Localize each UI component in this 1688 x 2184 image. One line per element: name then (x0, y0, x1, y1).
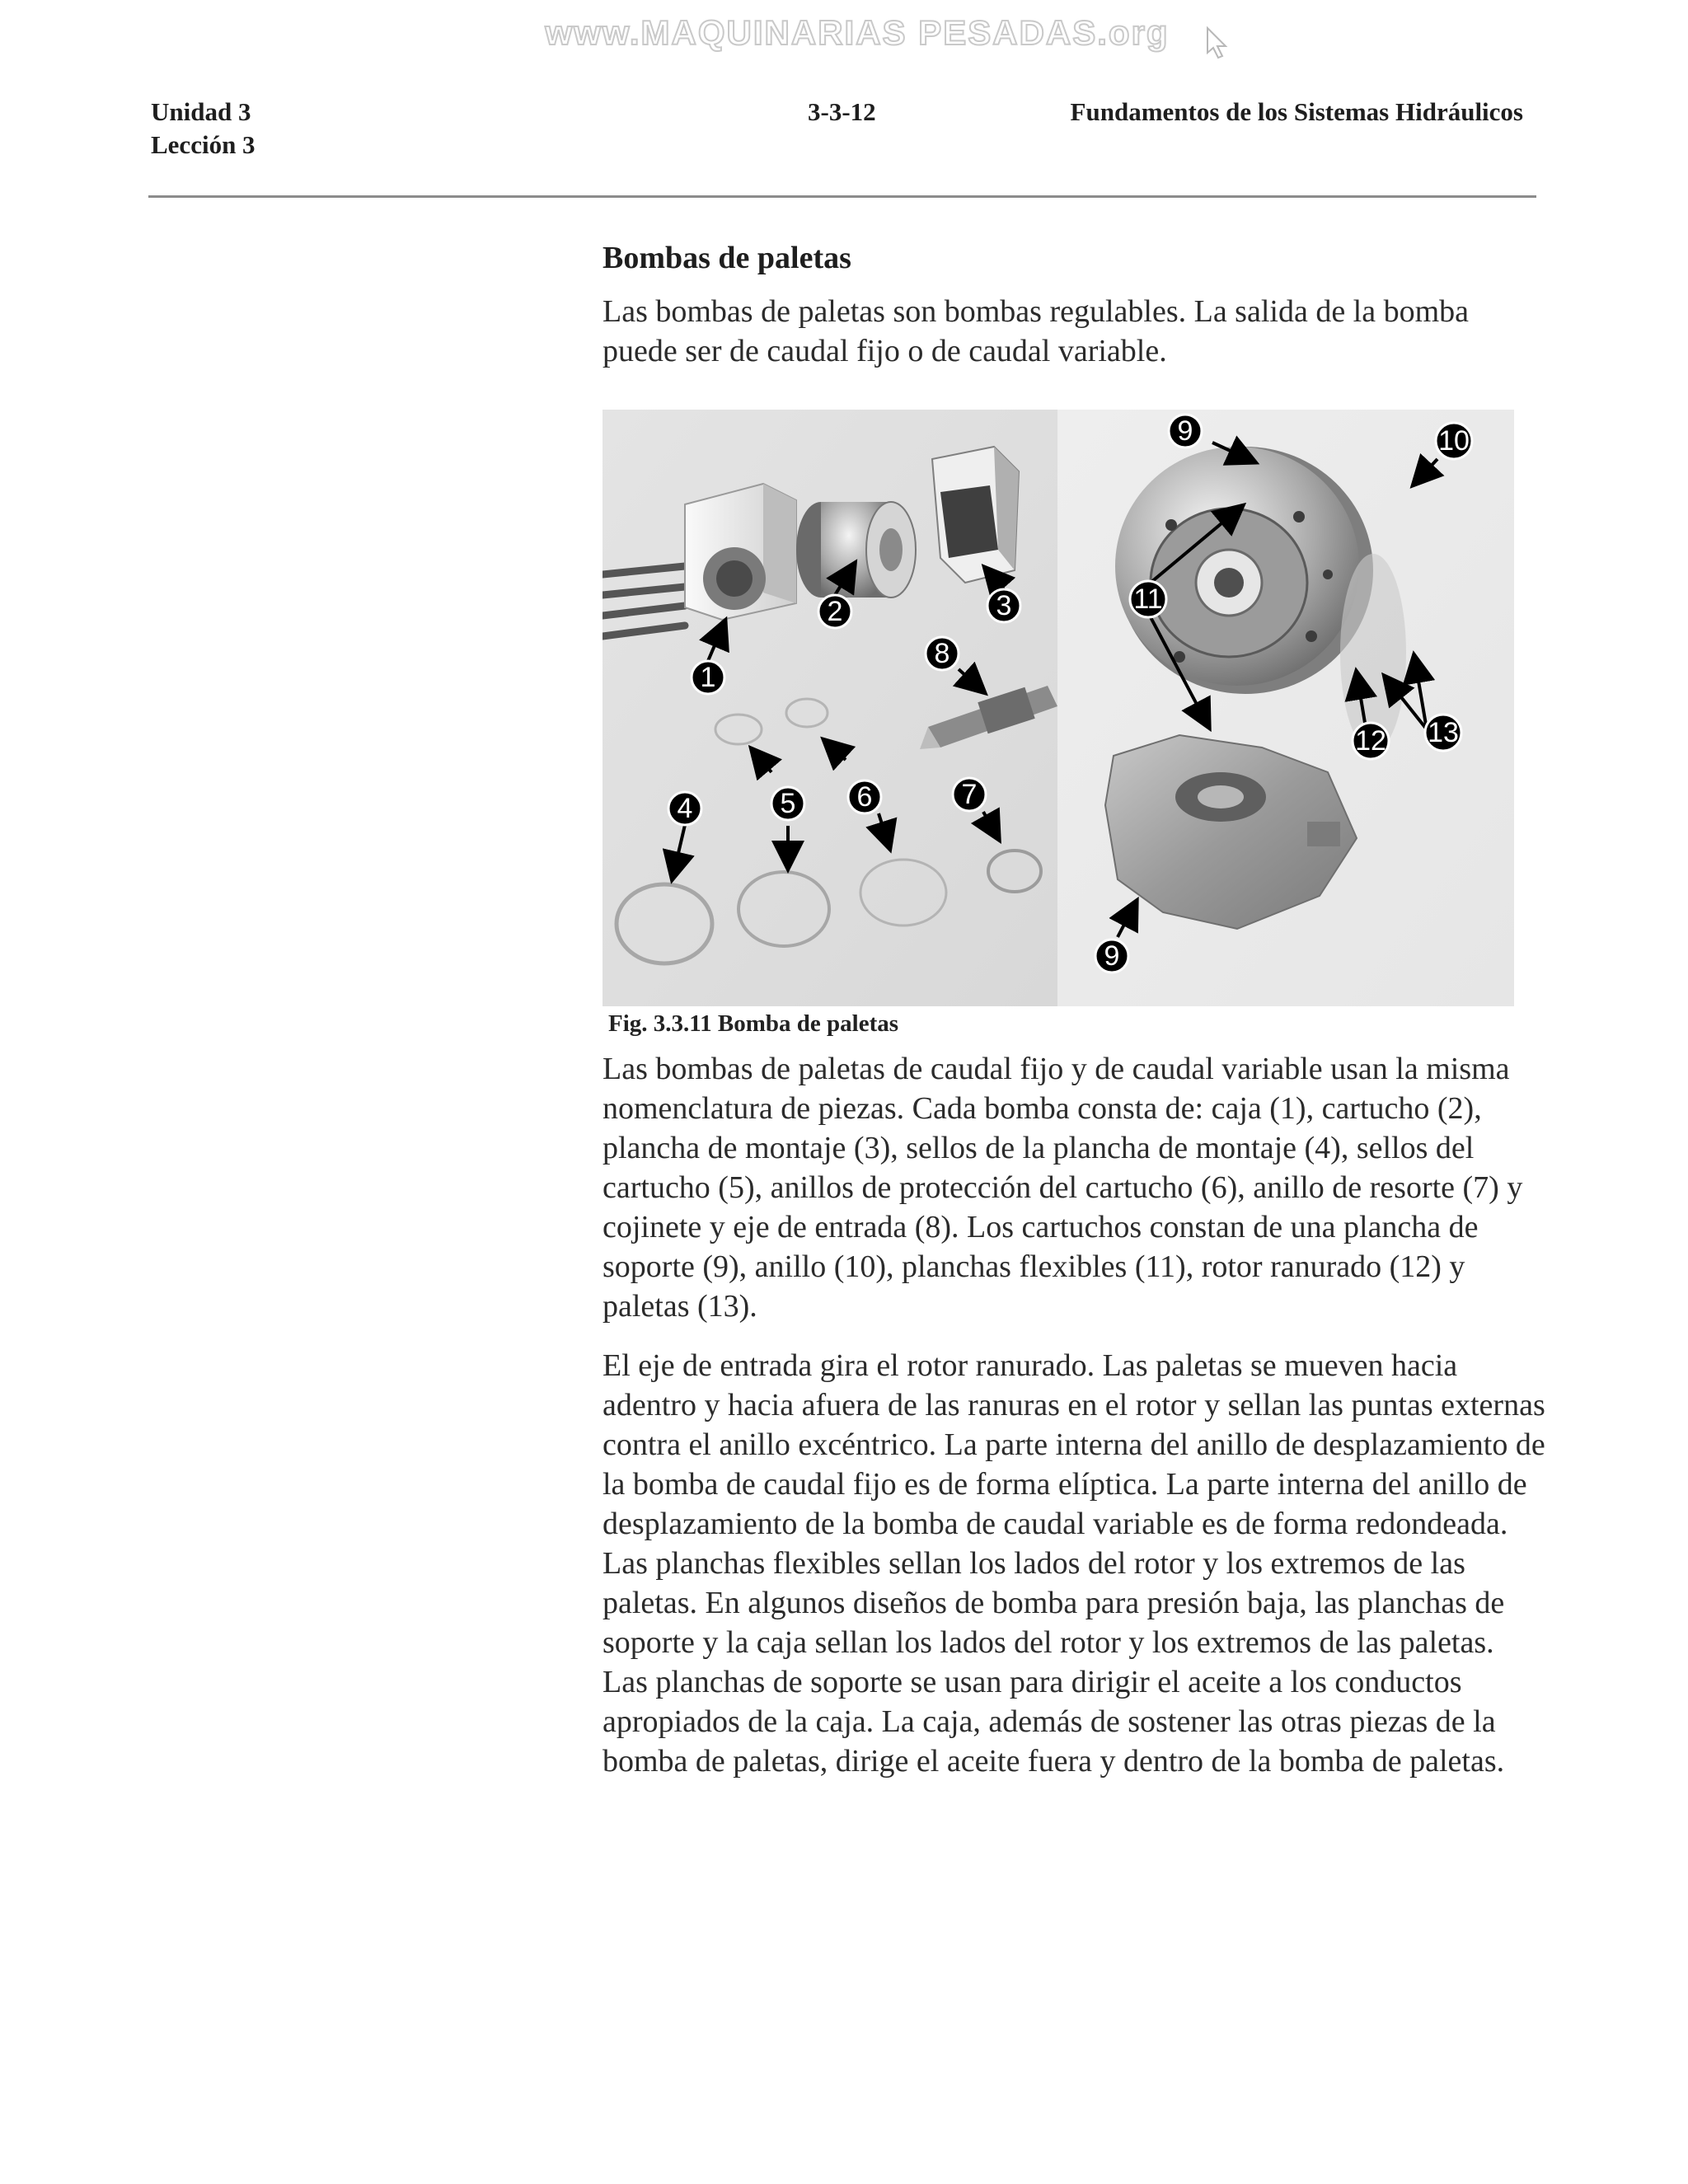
watermark-text: www.MAQUINARIAS PESADAS.org (545, 13, 1170, 52)
callout-7 (953, 778, 986, 811)
header-page-number: 3-3-12 (808, 97, 876, 126)
callout-9-bottom-label: 9 (1104, 940, 1120, 972)
section-intro (603, 237, 1542, 371)
body-paragraph-1: Las bombas de paletas de caudal fijo y de caudal variable usan la misma nomenclatura de piezas. Cada bomba consta de: caja (1), cartucho (2), plancha de montaje (3), sellos de la plancha de montaje (4), sellos del cartucho (5), anillos de protección del cartucho (6), anillo de resorte (7) y cojinete y eje de entrada (8). Los cartuchos constan de una plancha de soporte (9), anillo (10), planchas flexibles (11), rotor ranurado (12) y paletas (13). (603, 1052, 1523, 1324)
callout-8 (926, 637, 959, 670)
callout-12-label: 12 (1355, 725, 1386, 757)
callout-2 (818, 595, 851, 628)
callout-5-label: 5 (780, 788, 796, 819)
callout-5 (771, 787, 804, 820)
section-title: Bombas de paletas (603, 241, 851, 275)
callout-8-label: 8 (934, 638, 950, 669)
header-divider (148, 195, 1536, 198)
callout-9-top-label: 9 (1177, 415, 1193, 447)
callout-2-label: 2 (827, 596, 843, 627)
callout-9-bottom (1095, 940, 1128, 972)
callout-11-label: 11 (1133, 583, 1163, 615)
mounting-plate-image (932, 447, 1019, 583)
header-manual-title: Fundamentos de los Sistemas Hidráulicos (1070, 97, 1523, 126)
header-lesson: Lección 3 (151, 130, 256, 159)
callout-3 (987, 589, 1020, 622)
watermark-logo (462, 3, 1253, 61)
body-paragraph-2: El eje de entrada gira el rotor ranurado. Las paletas se mueven hacia adentro y hacia afuera de las ranuras en el rotor y sellan las puntas externas contra el anillo excéntrico. La parte interna del anillo de desplazamiento de la bomba de caudal fijo es de forma elíptica. La parte interna del anillo de desplazamiento de la bomba de caudal variable es de forma redondeada. Las planchas flexibles sellan los lados del rotor y los extremos de las paletas. En algunos diseños de bomba para presión baja, las planchas de soporte y la caja sellan los lados del rotor y los extremos de las paletas. Las planchas de soporte se usan para dirigir el aceite a los conductos apropiados de la caja. La caja, además de sostener las otras piezas de la bomba de paletas, dirige el aceite fuera y dentro de la bomba de paletas. (603, 1348, 1545, 1779)
callout-1 (692, 661, 724, 694)
vane-pump-figure (603, 410, 1514, 1006)
cartridge-image (796, 502, 916, 598)
header-unit: Unidad 3 (151, 97, 251, 126)
intro-paragraph: Las bombas de paletas son bombas regulables. La salida de la bomba puede ser de caudal fijo o de caudal variable. (603, 294, 1470, 368)
callout-4-label: 4 (677, 793, 693, 824)
callout-6-label: 6 (856, 781, 873, 813)
callout-11 (1130, 581, 1166, 617)
callout-10 (1436, 423, 1472, 459)
callout-12 (1353, 723, 1389, 759)
housing-image (685, 484, 796, 620)
callout-6 (848, 780, 881, 813)
callout-13 (1425, 715, 1461, 751)
callout-3-label: 3 (996, 590, 1012, 621)
callout-9-top (1169, 415, 1202, 448)
callout-10-label: 10 (1438, 425, 1470, 457)
callout-1-label: 1 (700, 662, 716, 693)
callout-4 (668, 792, 701, 825)
callout-13-label: 13 (1428, 717, 1459, 748)
figure-caption: Fig. 3.3.11 Bomba de paletas (608, 1010, 899, 1037)
body-text (603, 1049, 1546, 1781)
callout-7-label: 7 (961, 779, 978, 810)
header-unit-lesson (151, 96, 256, 162)
cursor-icon (1207, 28, 1226, 58)
